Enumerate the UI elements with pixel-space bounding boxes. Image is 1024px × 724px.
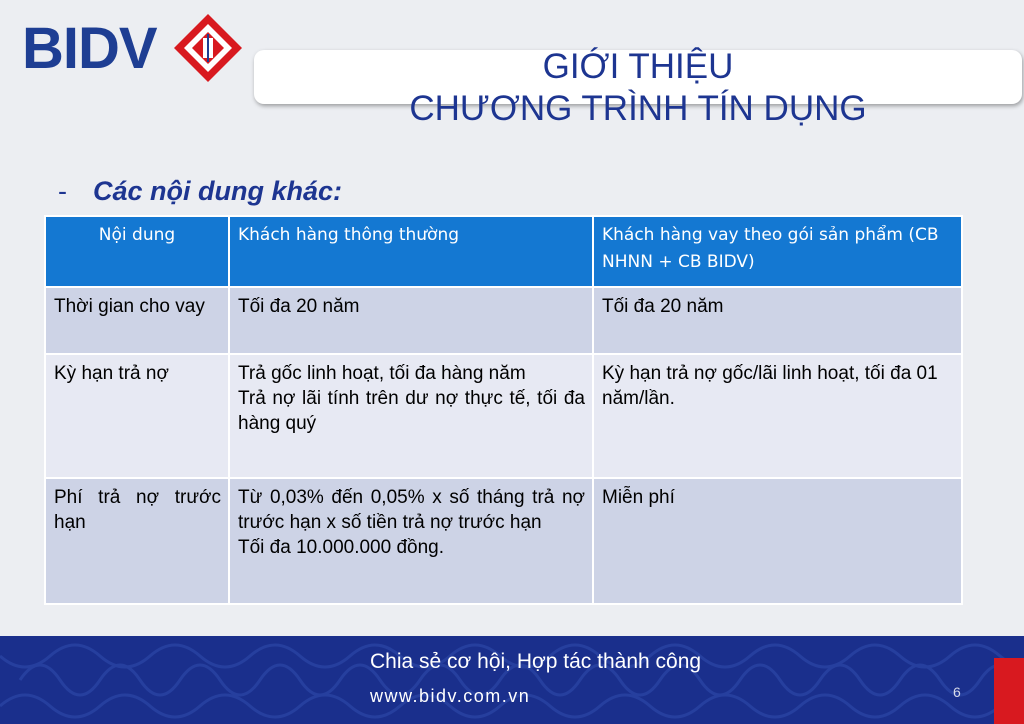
bullet-dash: - bbox=[58, 176, 67, 206]
title-line-1: GIỚI THIỆU bbox=[542, 47, 734, 86]
row-item-cell bbox=[45, 354, 229, 478]
table-row bbox=[45, 354, 962, 478]
footer-slogan: Chia sẻ cơ hội, Hợp tác thành công bbox=[370, 650, 702, 673]
logo-wordmark: BIDV bbox=[22, 16, 157, 81]
footer-banner bbox=[0, 636, 1024, 724]
regular-customer-cell bbox=[229, 354, 593, 478]
bidv-logo bbox=[22, 10, 244, 88]
row-item-text: Thời gian cho vay bbox=[54, 296, 205, 317]
footer-red-accent bbox=[994, 658, 1024, 724]
column-header: Nội dung bbox=[45, 216, 229, 287]
column-header: Khách hàng thông thường bbox=[229, 216, 593, 287]
cell-text: Trả nợ lãi tính trên dư nợ thực tế, tối đa hàng quý bbox=[238, 388, 585, 434]
package-customer-cell bbox=[593, 478, 962, 604]
regular-customer-cell bbox=[229, 287, 593, 354]
page-number: 6 bbox=[953, 684, 961, 700]
section-heading-text: Các nội dung khác: bbox=[93, 176, 343, 206]
row-item-cell bbox=[45, 287, 229, 354]
credit-terms-table bbox=[44, 215, 963, 605]
cell-text: Từ 0,03% đến 0,05% x số tháng trả nợ trước hạn x số tiền trả nợ trước hạn bbox=[238, 487, 585, 533]
cell-text: Trả gốc linh hoạt, tối đa hàng năm bbox=[238, 363, 526, 384]
title-line-2: CHƯƠNG TRÌNH TÍN DỤNG bbox=[409, 89, 867, 128]
footer-url: www.bidv.com.vn bbox=[370, 686, 531, 706]
table-row bbox=[45, 287, 962, 354]
row-item-text: Kỳ hạn trả nợ bbox=[54, 363, 169, 384]
logo-diamond-icon bbox=[172, 12, 244, 84]
row-item-cell bbox=[45, 478, 229, 604]
table-header-row bbox=[45, 216, 962, 287]
page-title bbox=[254, 46, 1022, 130]
row-item-text: Phí trả nợ trước hạn bbox=[54, 487, 221, 533]
package-customer-cell bbox=[593, 287, 962, 354]
cell-text: Kỳ hạn trả nợ gốc/lãi linh hoạt, tối đa 01 năm/lần. bbox=[602, 363, 938, 409]
table-row bbox=[45, 478, 962, 604]
package-customer-cell bbox=[593, 354, 962, 478]
regular-customer-cell bbox=[229, 478, 593, 604]
cell-text: Miễn phí bbox=[602, 487, 675, 508]
column-header: Khách hàng vay theo gói sản phẩm (CB NHNN + CB BIDV) bbox=[593, 216, 962, 287]
cell-text: Tối đa 10.000.000 đồng. bbox=[238, 537, 445, 558]
cell-text: Tối đa 20 năm bbox=[602, 296, 724, 317]
section-heading bbox=[58, 176, 342, 207]
cell-text: Tối đa 20 năm bbox=[238, 296, 360, 317]
